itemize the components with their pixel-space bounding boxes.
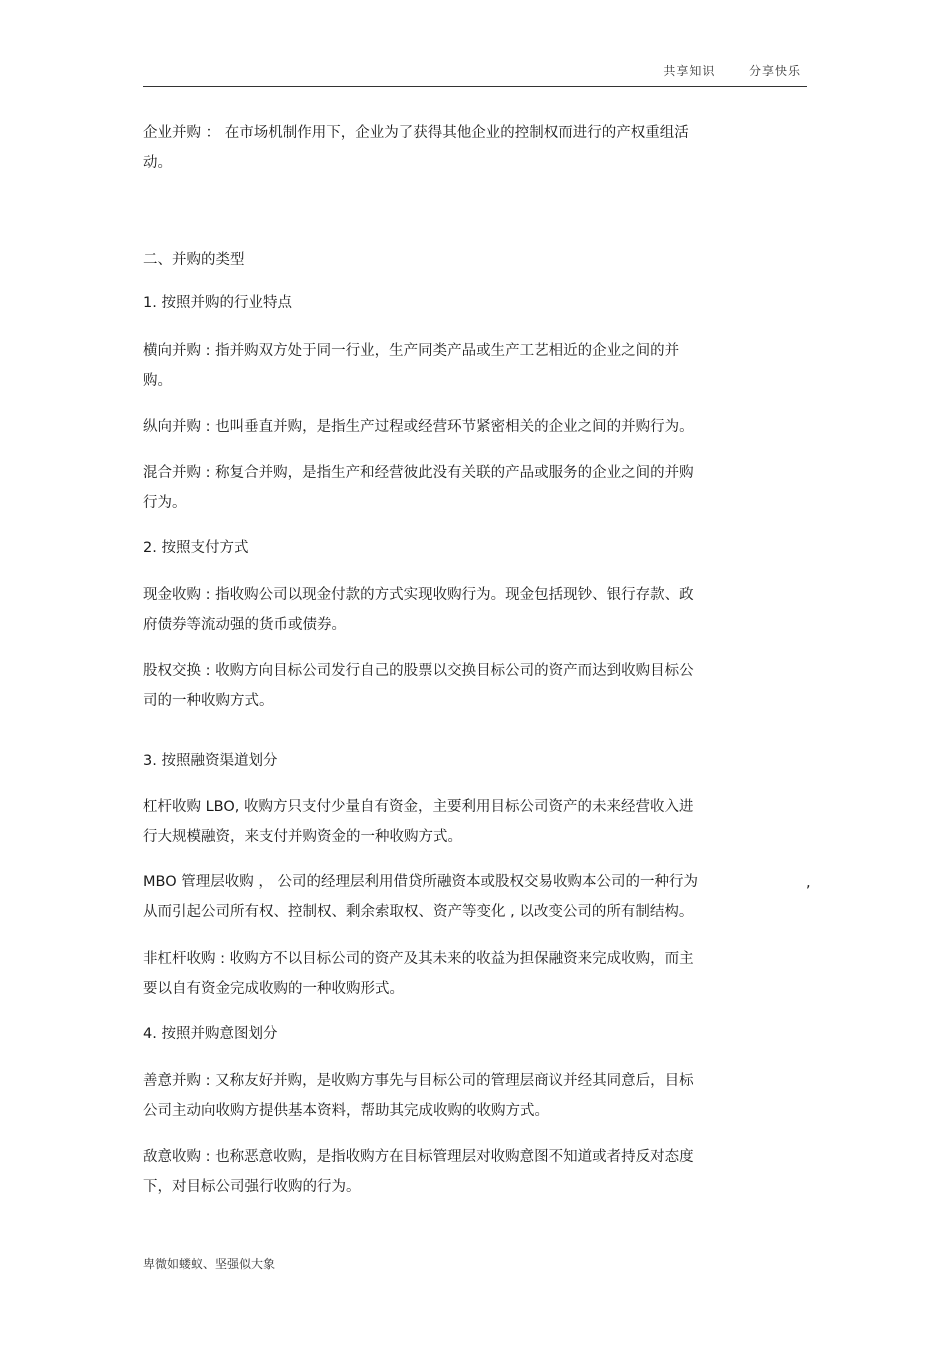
page-footer: 卑微如蝼蚁、坚强似大象 [143,1257,276,1271]
lbo-paragraph [143,792,753,852]
text-line: 敌意收购 : 也称恶意收购，是指收购方在目标管理层对收购意图不知道或者持反对态度 [143,1149,694,1165]
text-line: 股权交换 : 收购方向目标公司发行自己的股票以交换目标公司的资产而达到收购目标公 [143,663,694,679]
text-line: 纵向并购 : 也叫垂直并购，是指生产过程或经营环节紧密相关的企业之间的并购行为。 [143,419,694,435]
non-lbo-paragraph [143,944,753,1004]
friendly-merger-paragraph [143,1066,753,1126]
text-line: 现金收购 : 指收购公司以现金付款的方式实现收购行为。现金包括现钞、银行存款、政 [143,587,694,603]
text-line: 行大规模融资，来支付并购资金的一种收购方式。 [143,829,462,845]
header-left: 共享知识 [663,64,716,78]
text-line: 要以自有资金完成收购的一种收购形式。 [143,981,404,997]
subsection-title: 2. 按照支付方式 [143,540,249,556]
subsection-title: 1. 按照并购的行业特点 [143,295,292,311]
text-line: 横向并购 : 指并购双方处于同一行业，生产同类产品或生产工艺相近的企业之间的并 [143,343,680,359]
text-line: 行为。 [143,495,187,511]
text-line: 购。 [143,373,172,389]
text-line: 善意并购 : 又称友好并购，是收购方事先与目标公司的管理层商议并经其同意后，目标 [143,1073,694,1089]
text-line: 从而引起公司所有权、控制权、剩余索取权、资产等变化 , 以改变公司的所有制结构。 [143,904,694,920]
text-line: 混合并购 : 称复合并购，是指生产和经营彼此没有关联的产品或服务的企业之间的并购 [143,465,694,481]
vertical-merger-paragraph [143,412,753,442]
header-right: 分享快乐 [748,64,801,78]
mixed-merger-paragraph [143,458,753,518]
text-line: 公司主动向收购方提供基本资料，帮助其完成收购的收购方式。 [143,1103,549,1119]
definition-paragraph [143,118,753,178]
text-line: 动。 [143,155,172,171]
horizontal-merger-paragraph [143,336,753,396]
cash-acquisition-paragraph [143,580,753,640]
hostile-acquisition-paragraph [143,1142,753,1202]
text-line: 司的一种收购方式。 [143,693,274,709]
equity-exchange-paragraph [143,656,753,716]
section-title: 二、并购的类型 [143,252,245,268]
page-header [143,62,807,87]
text-line: 府债券等流动强的货币或债券。 [143,617,346,633]
text-line: 下，对目标公司强行收购的行为。 [143,1179,361,1195]
text-line: 企业并购 ： 在市场机制作用下，企业为了获得其他企业的控制权而进行的产权重组活 [143,125,689,141]
mbo-trailing-comma: , [806,875,811,891]
mbo-paragraph [143,867,783,927]
header-text [663,62,801,79]
text-line: MBO 管理层收购 ， 公司的经理层利用借贷所融资本或股权交易收购本公司的一种行为 [143,874,698,890]
text-line: 杠杆收购 LBO, 收购方只支付少量自有资金，主要利用目标公司资产的未来经营收入进 [143,799,694,815]
text-line: 非杠杆收购 : 收购方不以目标公司的资产及其未来的收益为担保融资来完成收购，而主 [143,951,694,967]
subsection-title: 4. 按照并购意图划分 [143,1026,278,1042]
subsection-title: 3. 按照融资渠道划分 [143,753,278,769]
